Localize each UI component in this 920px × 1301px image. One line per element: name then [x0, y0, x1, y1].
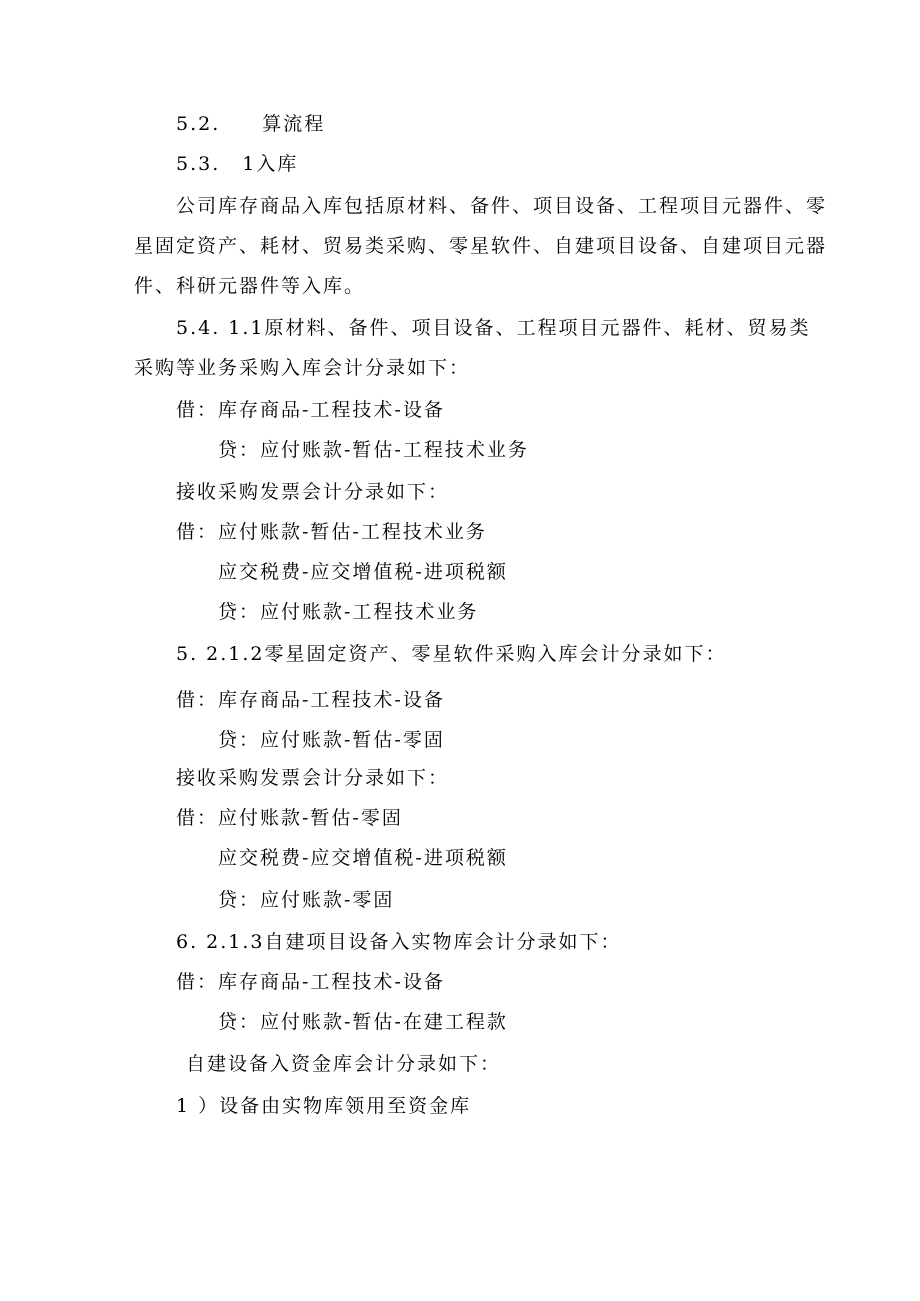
- section-heading-2-1-2: 5. 2.1.2零星固定资产、零星软件采购入库会计分录如下：: [176, 643, 727, 665]
- journal-entry-line: 应交税费-应交增值税-进项税额: [218, 847, 508, 869]
- paragraph-line: 件、科研元器件等入库。: [134, 275, 366, 297]
- journal-entry-line: 借：库存商品-工程技术-设备: [176, 399, 445, 421]
- paragraph-line: 公司库存商品入库包括原材料、备件、项目设备、工程项目元器件、零: [176, 195, 828, 217]
- journal-entry-line: 贷：应付账款-工程技术业务: [218, 601, 479, 623]
- section-title: 1入库: [242, 153, 299, 175]
- paragraph-line: 采购等业务采购入库会计分录如下：: [134, 357, 471, 379]
- journal-entry-line: 借：库存商品-工程技术-设备: [176, 971, 445, 993]
- journal-entry-line: 贷：应付账款-零固: [218, 889, 395, 911]
- section-heading-2-1-3: 6. 2.1.3自建项目设备入实物库会计分录如下：: [176, 931, 622, 953]
- section-number: 5.3.: [176, 153, 221, 175]
- paragraph-line: 星固定资产、耗材、贸易类采购、零星软件、自建项目设备、自建项目元器: [134, 235, 828, 257]
- journal-entry-line: 接收采购发票会计分录如下：: [176, 481, 450, 503]
- list-item: 1 ）设备由实物库领用至资金库: [176, 1095, 472, 1117]
- journal-entry-line: 贷：应付账款-暂估-零固: [218, 729, 445, 751]
- journal-entry-line: 贷：应付账款-暂估-在建工程款: [218, 1011, 508, 1033]
- paragraph-line: 5.4. 1.1原材料、备件、项目设备、工程项目元器件、耗材、贸易类: [176, 317, 811, 339]
- journal-entry-line: 自建设备入资金库会计分录如下：: [186, 1053, 502, 1075]
- section-heading-5-3: [176, 152, 298, 176]
- section-title: 算流程: [262, 113, 326, 135]
- section-number: 5.2.: [176, 113, 221, 135]
- journal-entry-line: 应交税费-应交增值税-进项税额: [218, 561, 508, 583]
- section-heading-5-2: [176, 112, 325, 136]
- journal-entry-line: 接收采购发票会计分录如下：: [176, 767, 450, 789]
- journal-entry-line: 借：库存商品-工程技术-设备: [176, 689, 445, 711]
- journal-entry-line: 贷：应付账款-暂估-工程技术业务: [218, 439, 529, 461]
- journal-entry-line: 借：应付账款-暂估-工程技术业务: [176, 521, 487, 543]
- journal-entry-line: 借：应付账款-暂估-零固: [176, 807, 403, 829]
